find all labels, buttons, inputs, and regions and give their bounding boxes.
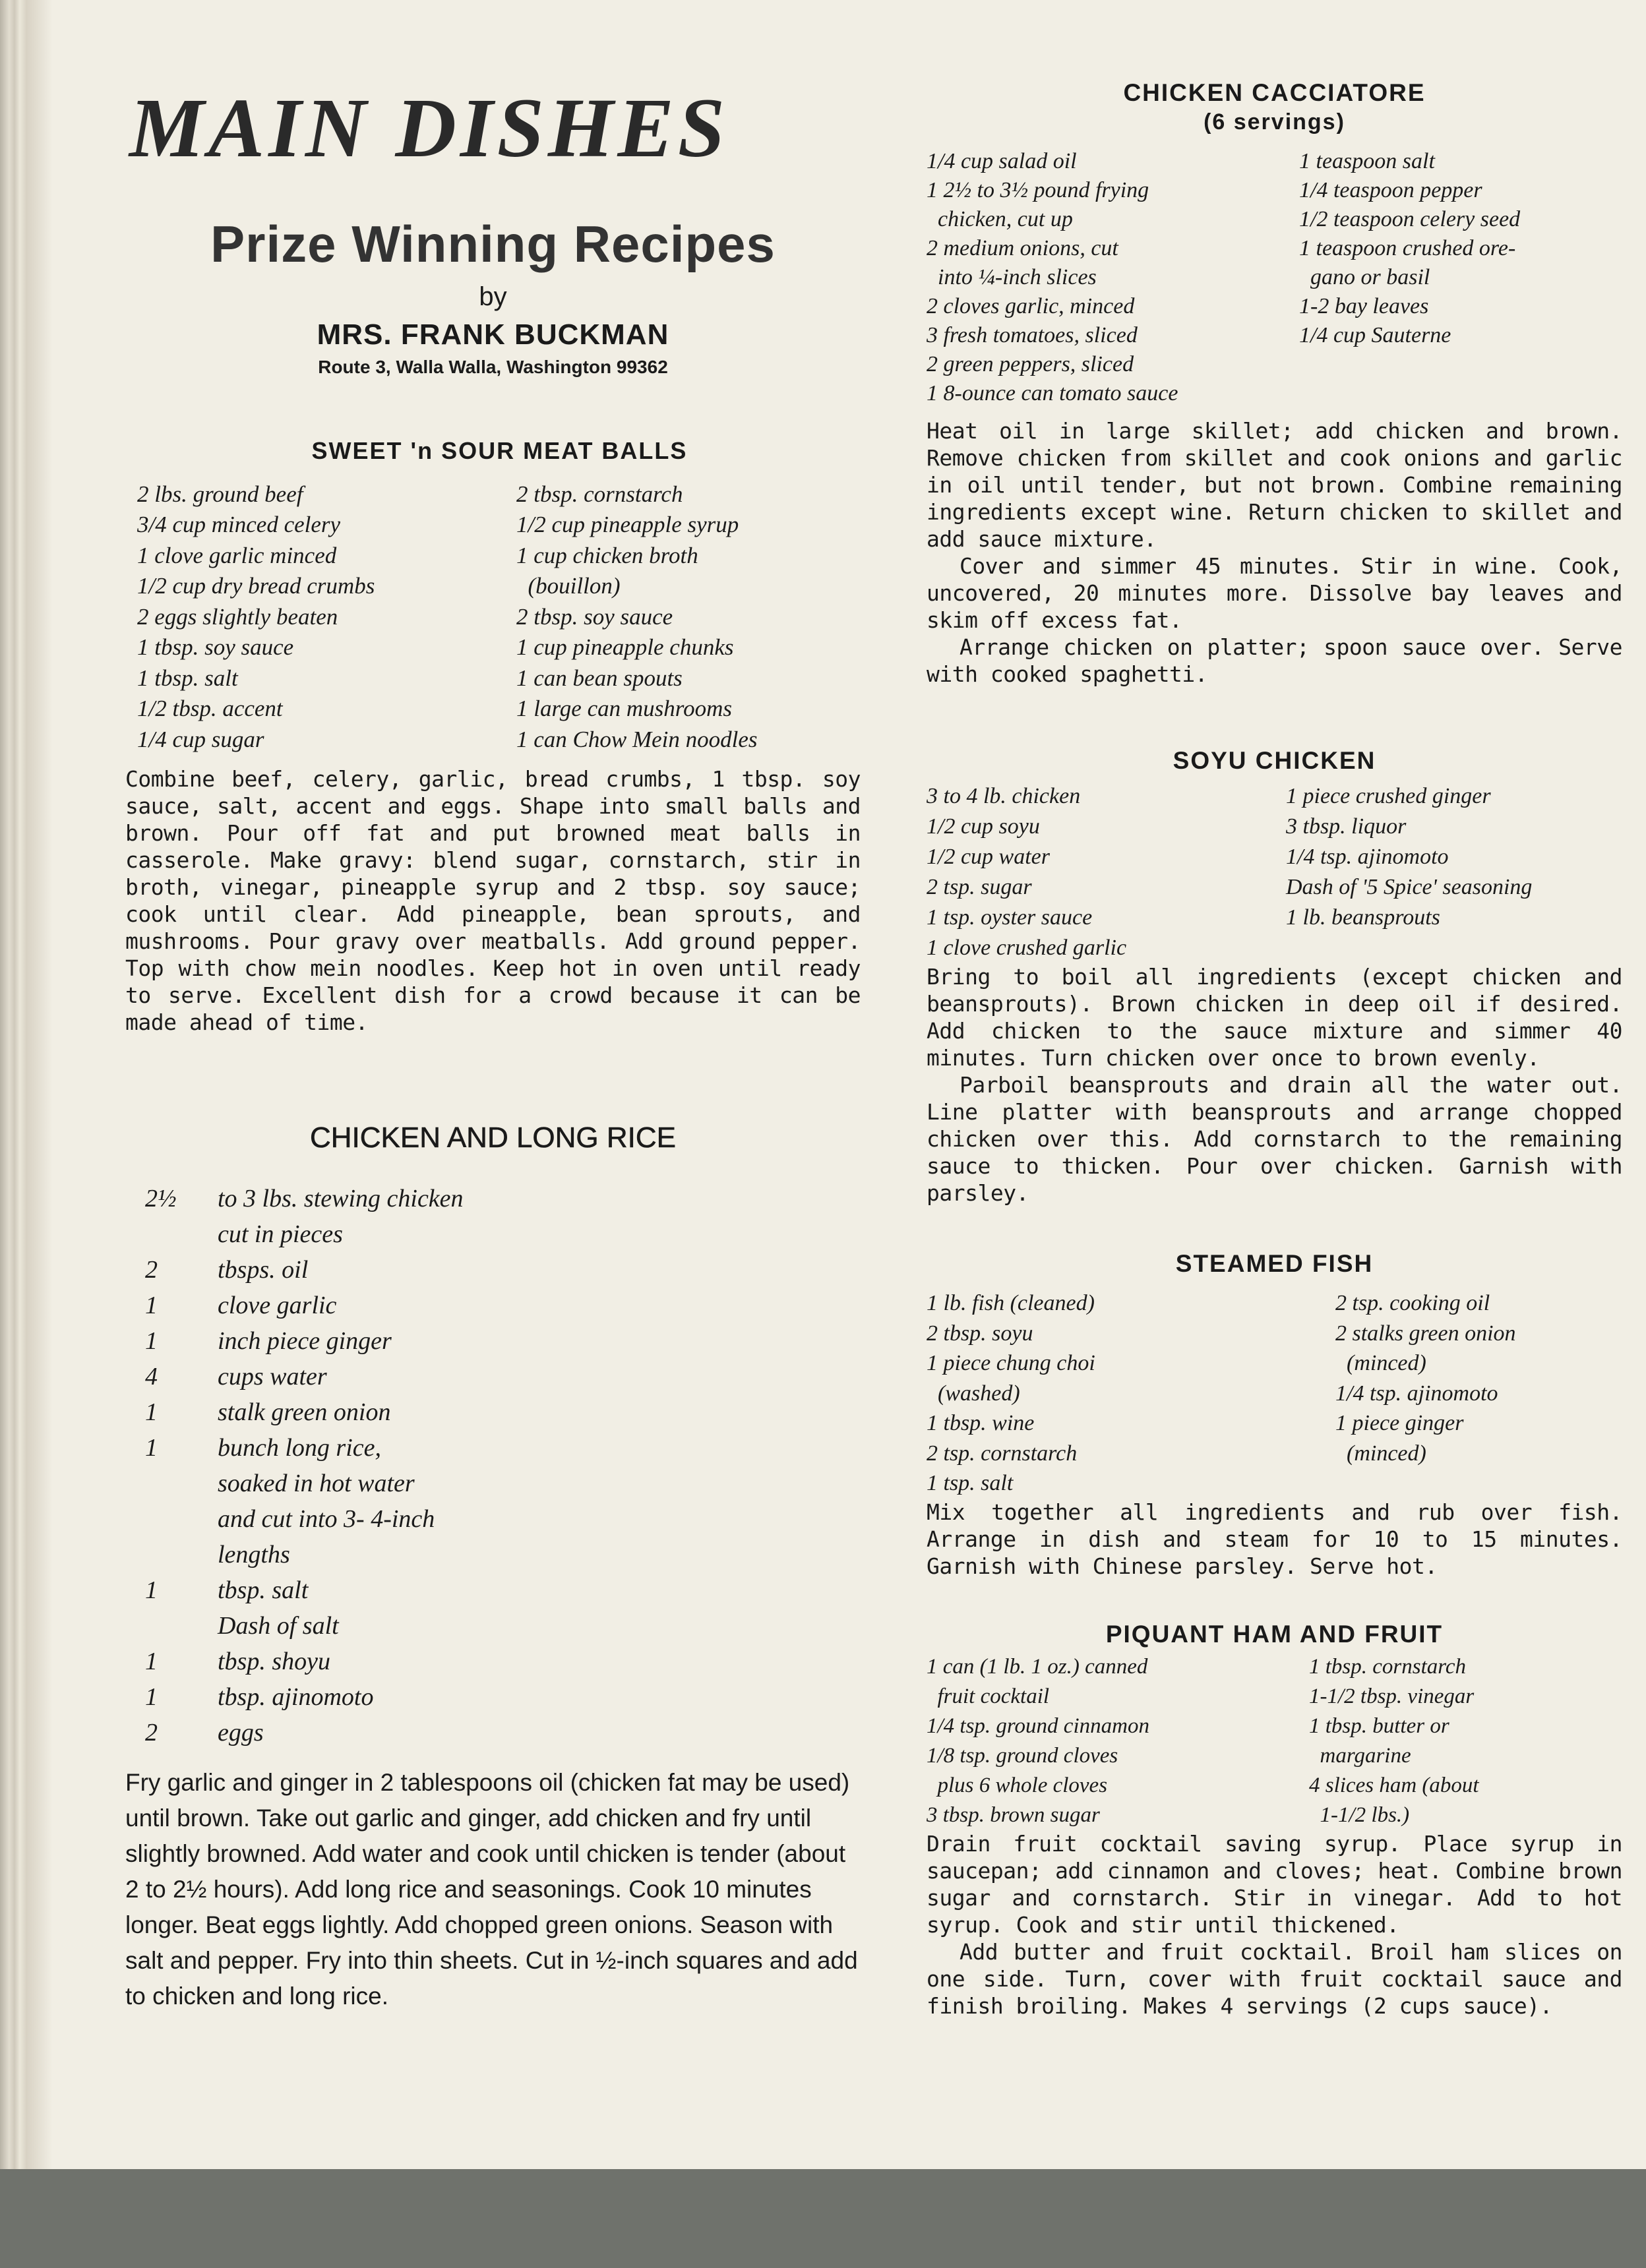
- ingredient: and cut into 3- 4-inch: [218, 1505, 435, 1534]
- ingredient: tbsp. shoyu: [218, 1648, 330, 1676]
- instruction-paragraph: Add butter and fruit cocktail. Broil ham slices on one side. Turn, cover with fruit cocktail sauce and finish broiling. Makes 4 servings (2 cups sauce).: [927, 1938, 1622, 2019]
- ingredient: 2 tbsp. cornstarch: [516, 481, 683, 507]
- ingredient-column: [927, 147, 1299, 408]
- recipe-instructions: [125, 765, 861, 1036]
- ingredient: 1 tsp. salt: [927, 1471, 1014, 1495]
- recipe-title: SWEET 'n SOUR MEAT BALLS: [311, 436, 688, 464]
- ingredient-column: [1309, 1652, 1622, 1830]
- ingredient-quantity: 1: [145, 1398, 158, 1427]
- ingredient-quantity: 1: [145, 1292, 158, 1320]
- right-column: [927, 79, 1622, 2019]
- instruction-paragraph: Mix together all ingredients and rub over fish. Arrange in dish and steam for 10 to 15 minutes. Garnish with Chinese parsley. Serve hot.: [927, 1499, 1622, 1579]
- ingredient: to 3 lbs. stewing chicken: [218, 1185, 464, 1213]
- ingredient: 1 tbsp. soy sauce: [137, 634, 294, 661]
- ingredient: tbsps. oil: [218, 1256, 309, 1284]
- ingredient: 2 cloves garlic, minced: [927, 294, 1135, 318]
- ingredient: 1 tbsp. butter or: [1309, 1714, 1449, 1738]
- ingredient-list: [927, 781, 1622, 963]
- ingredient: 1/8 tsp. ground cloves: [927, 1743, 1118, 1768]
- ingredient: cups water: [218, 1363, 327, 1391]
- page-subtitle: Prize Winning Recipes: [210, 215, 776, 273]
- ingredient: 3 fresh tomatoes, sliced: [927, 323, 1138, 347]
- ingredient-quantity: 1: [145, 1327, 158, 1356]
- ingredient: 3 to 4 lb. chicken: [927, 784, 1081, 808]
- ingredient: 1/4 teaspoon pepper: [1299, 178, 1482, 202]
- ingredient: 2 eggs slightly beaten: [137, 603, 338, 630]
- left-column: [125, 81, 861, 2014]
- ingredient: 1 can Chow Mein noodles: [516, 726, 758, 752]
- ingredient-quantity: 1: [145, 1683, 158, 1712]
- ingredient: 1-2 bay leaves: [1299, 294, 1429, 318]
- ingredient: stalk green onion: [218, 1398, 391, 1427]
- ingredient: (bouillon): [516, 573, 621, 599]
- ingredient: 2 tbsp. soy sauce: [516, 603, 673, 630]
- recipe-steamed-fish: [927, 1250, 1622, 1580]
- recipe-title: SOYU CHICKEN: [1173, 747, 1376, 774]
- ingredient: 2 tsp. cooking oil: [1335, 1291, 1490, 1315]
- ingredient-list: [927, 1652, 1622, 1830]
- ingredient: 1/2 cup soyu: [927, 814, 1040, 839]
- ingredient: (minced): [1335, 1351, 1426, 1375]
- ingredient: 1 lb. beansprouts: [1286, 905, 1440, 930]
- ingredient: (washed): [927, 1381, 1020, 1406]
- ingredient: 1 teaspoon crushed ore-: [1299, 236, 1516, 260]
- ingredient-quantity: 4: [145, 1363, 158, 1391]
- ingredient: 1 piece crushed ginger: [1286, 784, 1491, 808]
- instruction-paragraph: Drain fruit cocktail saving syrup. Place syrup in saucepan; add cinnamon and cloves; heat. Combine brown sugar and cornstarch. Stir in vinegar. Add to hot syrup. Cook and stir until thickened.: [927, 1830, 1622, 1938]
- ingredient: 2 lbs. ground beef: [137, 481, 303, 507]
- instruction-paragraph: Parboil beansprouts and drain all the water out. Line platter with beansprouts and arrange chopped chicken over this. Add cornstarch to the remaining sauce to thicken. Pour over chicken. Garnish with parsley.: [927, 1072, 1622, 1206]
- ingredient: fruit cocktail: [927, 1684, 1050, 1708]
- instruction-paragraph: Combine beef, celery, garlic, bread crumbs, 1 tbsp. soy sauce, salt, accent and eggs. Shape into small balls and brown. Pour off fat and put browned meat balls in casserole. Make gravy: blend sugar, cornstarch, stir in broth, vinegar, pineapple syrup and 2 tbsp. soy sauce; cook until clear. Add pineapple, bean sprouts, and mushrooms. Pour gravy over meatballs. Add ground pepper. Top with chow mein noodles. Keep hot in oven until ready to serve. Excellent dish for a crowd because it can be made ahead of time.: [125, 766, 861, 1036]
- ingredient: 3 tbsp. liquor: [1286, 814, 1407, 839]
- ingredient: lengths: [218, 1541, 290, 1569]
- book-binding: [0, 0, 53, 2169]
- recipe-title: CHICKEN CACCIATORE: [1123, 79, 1426, 106]
- ingredient: 1/4 tsp. ajinomoto: [1335, 1381, 1498, 1406]
- ingredient-list: [145, 1181, 861, 1750]
- recipe-instructions: [927, 417, 1622, 688]
- recipe-instructions: Fry garlic and ginger in 2 tablespoons oil (chicken fat may be used) until brown. Take out garlic and ginger, add chicken and fry until slightly browned. Add water and cook until chicken is tender (about 2 to 2½ hours). Add long rice and seasonings. Cook 10 minutes longer. Beat eggs lightly. Add chopped green onions. Season with salt and pepper. Fry into thin sheets. Cut in ½-inch squares and add to chicken and long rice.: [125, 1769, 858, 2010]
- ingredient-quantity: [145, 1466, 218, 1501]
- ingredient: 1/2 tbsp. accent: [137, 696, 283, 722]
- recipe-instructions: [927, 1499, 1622, 1580]
- recipe-title: STEAMED FISH: [1175, 1250, 1374, 1277]
- ingredient-quantity: 2½: [145, 1185, 177, 1213]
- ingredient-column: [1299, 147, 1622, 408]
- ingredient: 2 tsp. cornstarch: [927, 1441, 1078, 1466]
- ingredient: 1 teaspoon salt: [1299, 149, 1435, 173]
- ingredient: 1-1/2 tbsp. vinegar: [1309, 1684, 1475, 1708]
- recipe-title: PIQUANT HAM AND FRUIT: [1105, 1620, 1444, 1648]
- byline: by: [479, 282, 507, 311]
- ingredient: 3/4 cup minced celery: [137, 512, 341, 538]
- ingredient-column: [1335, 1288, 1622, 1499]
- ingredient: 1 clove garlic minced: [137, 542, 337, 568]
- ingredient: 2 green peppers, sliced: [927, 352, 1134, 376]
- ingredient: 1 large can mushrooms: [516, 696, 732, 722]
- recipe-instructions: [927, 963, 1622, 1207]
- instruction-paragraph: Bring to boil all ingredients (except chicken and beansprouts). Brown chicken in deep oil if desired. Add chicken to the sauce mixture and simmer 40 minutes. Turn chicken over once to brown evenly.: [927, 964, 1622, 1071]
- ingredient-quantity: [145, 1501, 218, 1537]
- ingredient: 1/4 tsp. ground cinnamon: [927, 1714, 1149, 1738]
- ingredient: 2 tsp. sugar: [927, 875, 1032, 899]
- recipe-chicken-cacciatore: [927, 79, 1622, 688]
- instruction-paragraph: Cover and simmer 45 minutes. Stir in wine. Cook, uncovered, 20 minutes more. Dissolve bay leaves and skim off excess fat.: [927, 553, 1622, 633]
- recipe-servings: (6 servings): [1204, 109, 1345, 134]
- ingredient: 1 tbsp. wine: [927, 1411, 1035, 1435]
- ingredient: chicken, cut up: [927, 207, 1073, 231]
- author-address: Route 3, Walla Walla, Washington 99362: [318, 356, 668, 377]
- instruction-paragraph: Heat oil in large skillet; add chicken and brown. Remove chicken from skillet and cook onions and garlic in oil until tender, but not brown. Combine remaining ingredients except wine. Return chicken to skillet and add sauce mixture.: [927, 418, 1622, 552]
- ingredient-list: [137, 479, 861, 756]
- ingredient: inch piece ginger: [218, 1327, 392, 1356]
- ingredient: cut in pieces: [218, 1220, 343, 1249]
- ingredient-column: [927, 781, 1286, 963]
- section-title: MAIN DISHES: [129, 81, 729, 175]
- recipe-piquant-ham: [927, 1621, 1622, 2019]
- ingredient: 1/4 cup Sauterne: [1299, 323, 1451, 347]
- ingredient: tbsp. ajinomoto: [218, 1683, 374, 1712]
- ingredient-quantity: 1: [145, 1648, 158, 1676]
- ingredient: eggs: [218, 1719, 264, 1747]
- ingredient: 1/2 cup water: [927, 845, 1050, 869]
- ingredient: 1/4 cup sugar: [137, 726, 264, 752]
- ingredient: 2 medium onions, cut: [927, 236, 1118, 260]
- recipe-instructions: [927, 1830, 1622, 2019]
- ingredient-quantity: 1: [145, 1434, 158, 1462]
- ingredient: plus 6 whole cloves: [927, 1773, 1108, 1797]
- ingredient: margarine: [1309, 1743, 1411, 1768]
- ingredient: 1/2 cup dry bread crumbs: [137, 573, 375, 599]
- ingredient: 1-1/2 lbs.): [1309, 1803, 1410, 1827]
- ingredient-column: [927, 1288, 1335, 1499]
- ingredient: 2 tbsp. soyu: [927, 1321, 1033, 1346]
- ingredient: 1 tbsp. cornstarch: [1309, 1654, 1467, 1679]
- ingredient: 1 tbsp. salt: [137, 665, 238, 691]
- ingredient-quantity: [145, 1216, 218, 1252]
- ingredient: 1 can bean spouts: [516, 665, 683, 691]
- ingredient: 1/2 teaspoon celery seed: [1299, 207, 1521, 231]
- ingredient: 1 2½ to 3½ pound frying: [927, 178, 1149, 202]
- ingredient-column: [137, 479, 516, 756]
- ingredient: Dash of '5 Spice' seasoning: [1286, 875, 1533, 899]
- ingredient: clove garlic: [218, 1292, 337, 1320]
- author-name: MRS. FRANK BUCKMAN: [317, 318, 669, 351]
- ingredient: into ¼-inch slices: [927, 265, 1097, 289]
- ingredient-list: [927, 1288, 1622, 1499]
- ingredient: 1/4 tsp. ajinomoto: [1286, 845, 1449, 869]
- ingredient: 1 can (1 lb. 1 oz.) canned: [927, 1654, 1148, 1679]
- ingredient-column: [516, 479, 861, 756]
- ingredient: bunch long rice,: [218, 1434, 382, 1462]
- ingredient: 1 piece ginger: [1335, 1411, 1464, 1435]
- ingredient: 2 stalks green onion: [1335, 1321, 1516, 1346]
- ingredient-column: [1286, 781, 1622, 963]
- ingredient-quantity: [145, 1608, 218, 1644]
- ingredient: 1 lb. fish (cleaned): [927, 1291, 1095, 1315]
- instruction-paragraph: Arrange chicken on platter; spoon sauce over. Serve with cooked spaghetti.: [927, 634, 1622, 687]
- ingredient: 1 8-ounce can tomato sauce: [927, 381, 1178, 405]
- recipe-meatballs: [125, 437, 861, 1036]
- ingredient: Dash of salt: [218, 1612, 339, 1640]
- ingredient: 1 clove crushed garlic: [927, 936, 1127, 960]
- recipe-soyu-chicken: [927, 747, 1622, 1207]
- ingredient: 1 cup pineapple chunks: [516, 634, 734, 661]
- ingredient-quantity: [145, 1537, 218, 1572]
- ingredient: gano or basil: [1299, 265, 1430, 289]
- ingredient: 1 tsp. oyster sauce: [927, 905, 1093, 930]
- recipe-chicken-long-rice: [125, 1121, 861, 2014]
- ingredient: 1/2 cup pineapple syrup: [516, 512, 739, 538]
- ingredient-column: [927, 1652, 1309, 1830]
- ingredient: soaked in hot water: [218, 1470, 415, 1498]
- ingredient: 1 cup chicken broth: [516, 542, 698, 568]
- ingredient: (minced): [1335, 1441, 1426, 1466]
- ingredient-list: [927, 147, 1622, 408]
- ingredient-quantity: 2: [145, 1256, 158, 1284]
- ingredient: 3 tbsp. brown sugar: [927, 1803, 1100, 1827]
- ingredient-quantity: 2: [145, 1719, 158, 1747]
- ingredient: 1 piece chung choi: [927, 1351, 1095, 1375]
- ingredient: 4 slices ham (about: [1309, 1773, 1479, 1797]
- recipe-title: CHICKEN AND LONG RICE: [310, 1121, 676, 1154]
- ingredient: tbsp. salt: [218, 1576, 309, 1605]
- ingredient-quantity: 1: [145, 1576, 158, 1605]
- ingredient: 1/4 cup salad oil: [927, 149, 1077, 173]
